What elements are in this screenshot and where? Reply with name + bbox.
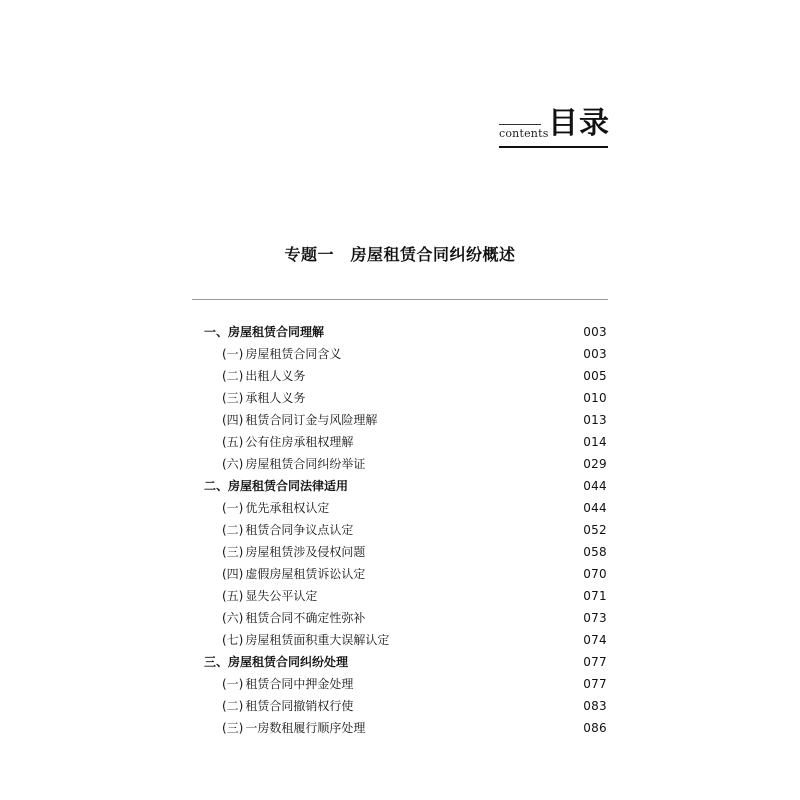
toc-item-title: 租赁合同撤销权行使 bbox=[245, 699, 354, 713]
toc-page-number: 077 bbox=[583, 655, 607, 669]
toc-item-label: (五) bbox=[222, 435, 244, 449]
toc-item-title: 显失公平认定 bbox=[245, 589, 318, 603]
toc-item bbox=[204, 717, 607, 739]
toc-item bbox=[204, 541, 607, 563]
toc-item-title: 一房数租履行顺序处理 bbox=[245, 721, 366, 735]
toc-page-number: 086 bbox=[583, 721, 607, 735]
toc-page-number: 013 bbox=[583, 413, 607, 427]
toc-page-number: 052 bbox=[583, 523, 607, 537]
toc-item bbox=[204, 409, 607, 431]
toc-item-label: (七) bbox=[222, 633, 244, 647]
toc-item bbox=[204, 519, 607, 541]
toc-page-number: 058 bbox=[583, 545, 607, 559]
toc-item-title: 公有住房承租权理解 bbox=[245, 435, 354, 449]
toc-item-title: 租赁合同中押金处理 bbox=[245, 677, 354, 691]
toc-item-title: 出租人义务 bbox=[245, 369, 306, 383]
toc-item-title: 承租人义务 bbox=[245, 391, 306, 405]
toc-item bbox=[204, 365, 607, 387]
toc-page-number: 044 bbox=[583, 501, 607, 515]
toc-item bbox=[204, 431, 607, 453]
toc-section-title: 三、房屋租赁合同纠纷处理 bbox=[204, 655, 349, 669]
toc-item bbox=[204, 387, 607, 409]
toc-page-number: 073 bbox=[583, 611, 607, 625]
header-rule-top bbox=[499, 124, 541, 125]
toc-item-title: 优先承租权认定 bbox=[245, 501, 330, 515]
toc-item-label: (三) bbox=[222, 545, 244, 559]
toc-item-title: 租赁合同不确定性弥补 bbox=[245, 611, 366, 625]
toc-item bbox=[204, 497, 607, 519]
toc-item bbox=[204, 585, 607, 607]
toc-item-label: (二) bbox=[222, 699, 244, 713]
toc-item bbox=[204, 607, 607, 629]
toc-page-number: 003 bbox=[583, 347, 607, 361]
toc-item bbox=[204, 673, 607, 695]
toc-section-title: 二、房屋租赁合同法律适用 bbox=[204, 479, 349, 493]
toc-page-number: 029 bbox=[583, 457, 607, 471]
header-rule-bottom bbox=[499, 146, 608, 148]
toc-item-label: (四) bbox=[222, 413, 244, 427]
toc-item-label: (六) bbox=[222, 457, 244, 471]
divider bbox=[192, 299, 608, 300]
toc-item bbox=[204, 629, 607, 651]
toc-item bbox=[204, 695, 607, 717]
toc-section bbox=[204, 321, 607, 343]
page-title: 目录 bbox=[548, 106, 610, 141]
toc-item bbox=[204, 453, 607, 475]
toc-section bbox=[204, 475, 607, 497]
toc-item bbox=[204, 343, 607, 365]
toc-page-number: 010 bbox=[583, 391, 607, 405]
toc-item-label: (六) bbox=[222, 611, 244, 625]
contents-word: contents bbox=[499, 127, 549, 140]
toc-page-number: 070 bbox=[583, 567, 607, 581]
toc-page-number: 003 bbox=[583, 325, 607, 339]
toc-item-label: (二) bbox=[222, 369, 244, 383]
toc-item-title: 房屋租赁合同含义 bbox=[245, 347, 342, 361]
toc-list bbox=[204, 321, 607, 739]
toc-item-label: (一) bbox=[222, 347, 244, 361]
chapter-title: 专题一 房屋租赁合同纠纷概述 bbox=[284, 245, 516, 264]
toc-item-label: (四) bbox=[222, 567, 244, 581]
toc-item-title: 虚假房屋租赁诉讼认定 bbox=[245, 567, 366, 581]
toc-page-number: 083 bbox=[583, 699, 607, 713]
toc-page-number: 074 bbox=[583, 633, 607, 647]
toc-page-number: 005 bbox=[583, 369, 607, 383]
toc-page-number: 014 bbox=[583, 435, 607, 449]
toc-item-title: 房屋租赁面积重大误解认定 bbox=[245, 633, 390, 647]
toc-section bbox=[204, 651, 607, 673]
toc-item bbox=[204, 563, 607, 585]
toc-item-title: 租赁合同争议点认定 bbox=[245, 523, 354, 537]
toc-item-label: (三) bbox=[222, 391, 244, 405]
toc-section-title: 一、房屋租赁合同理解 bbox=[204, 325, 325, 339]
toc-item-label: (一) bbox=[222, 501, 244, 515]
toc-item-label: (五) bbox=[222, 589, 244, 603]
toc-item-label: (三) bbox=[222, 721, 244, 735]
toc-item-label: (二) bbox=[222, 523, 244, 537]
toc-page-number: 077 bbox=[583, 677, 607, 691]
toc-item-label: (一) bbox=[222, 677, 244, 691]
toc-page-number: 044 bbox=[583, 479, 607, 493]
toc-item-title: 房屋租赁涉及侵权问题 bbox=[245, 545, 366, 559]
toc-page-number: 071 bbox=[583, 589, 607, 603]
toc-item-title: 租赁合同订金与风险理解 bbox=[245, 413, 378, 427]
toc-item-title: 房屋租赁合同纠纷举证 bbox=[245, 457, 366, 471]
